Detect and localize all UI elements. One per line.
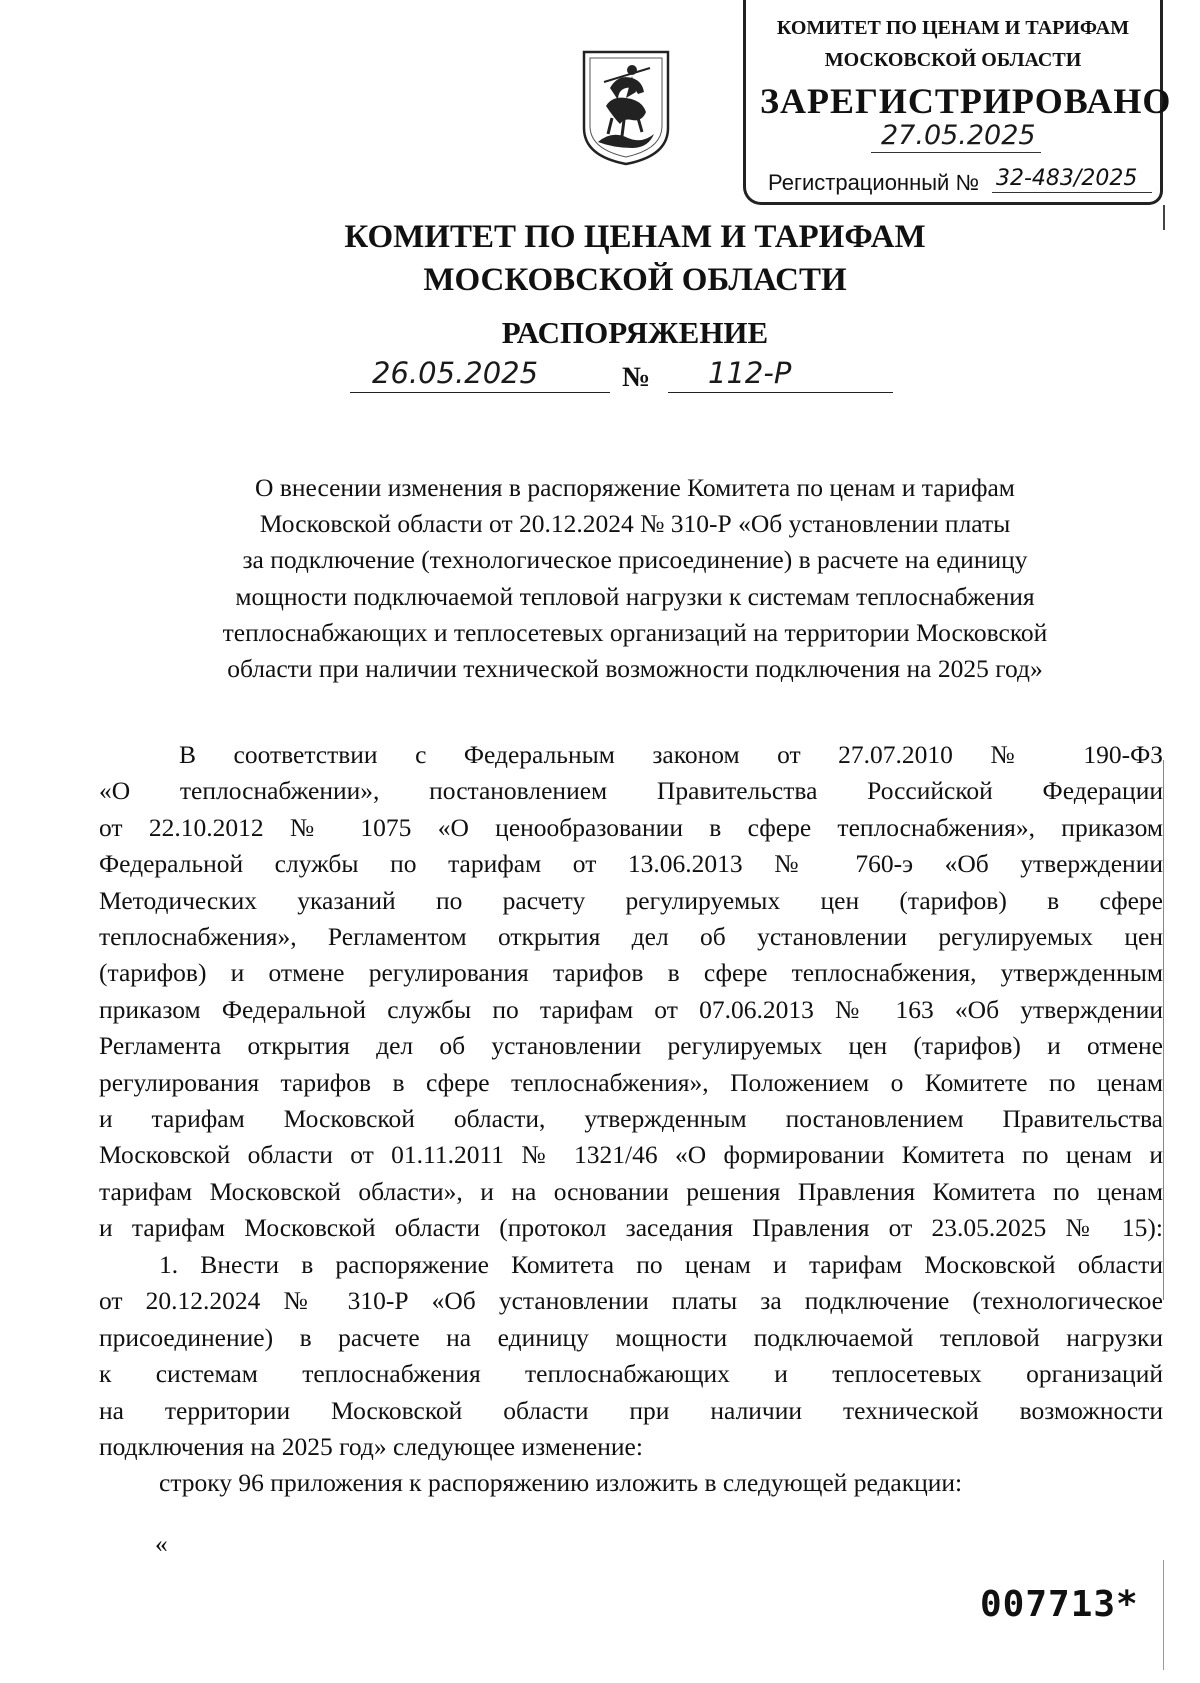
preamble-line: и тарифам Московской области, утвержденным постановлением Правительства [99,1103,1163,1133]
item-1-line: к системам теплоснабжения теплоснабжающих и теплосетевых организаций [99,1359,1163,1389]
stamp-date-underline [871,152,1041,153]
preamble-line: регулирования тарифов в сфере теплоснабжения», Положением о Комитете по ценам [99,1067,1163,1097]
subject-line: области при наличии технической возможности подключения на 2025 год» [227,654,1043,684]
preamble-line: Московской области от 01.11.2011 № 1321/46 «О формировании Комитета по ценам и [99,1140,1163,1170]
preamble-line: «О теплоснабжении», постановлением Правительства Российской Федерации [99,776,1163,806]
registration-stamp [743,0,1172,205]
date-underline [350,392,610,393]
item-1-detail: строку 96 приложения к распоряжению изложить в следующей редакции: [159,1468,963,1498]
scan-edge-mark [1163,1560,1164,1670]
stamp-org-line2: МОСКОВСКОЙ ОБЛАСТИ [824,49,1082,71]
number-sign: № [622,362,651,393]
item-1-line: присоединение) в расчете на единицу мощности подключаемой тепловой нагрузки [99,1322,1163,1352]
subject-line: мощности подключаемой тепловой нагрузки к системам теплоснабжения [235,581,1035,611]
item-1-paragraph [99,1247,1163,1502]
stamp-org-line1: КОМИТЕТ ПО ЦЕНАМ И ТАРИФАМ [776,17,1130,39]
subject-line: за подключение (технологическое присоединение) в расчете на единицу [242,545,1028,575]
preamble-line: Федеральной службы по тарифам от 13.06.2013 № 760-э «Об утверждении [99,849,1163,879]
stamp-status: ЗАРЕГИСТРИРОВАНО [760,81,1172,121]
preamble-line: от 22.10.2012 № 1075 «О ценообразовании в сфере теплоснабжения», приказом [99,812,1163,842]
document-date: 26.05.2025 [372,356,539,390]
document-subject [130,470,1140,687]
preamble-line: и тарифам Московской области (протокол заседания Правления от 23.05.2025 № 15): [99,1213,1163,1243]
item-1-line: от 20.12.2024 № 310-Р «Об установлении платы за подключение (технологическое [99,1286,1163,1316]
scan-edge-mark [1163,760,1164,1300]
stamp-reg-underline [992,192,1152,193]
preamble-line: Регламента открытия дел об установлении регулируемых цен (тарифов) и отмене [99,1031,1163,1061]
serial-number: 007713* [980,1584,1139,1625]
subject-line: теплоснабжающих и теплосетевых организаций на территории Московской [222,617,1048,647]
stamp-reg-number: 32-483/2025 [996,166,1138,191]
quote-open: « [155,1529,168,1558]
number-underline [668,392,893,393]
org-title-line2: МОСКОВСКОЙ ОБЛАСТИ [423,262,847,298]
preamble-line: В соответствии с Федеральным законом от 27.07.2010 № 190-ФЗ [179,740,1163,769]
stamp-reg-label: Регистрационный № [768,170,980,195]
item-1-line: подключения на 2025 год» следующее изменение: [99,1431,643,1461]
preamble-paragraph [99,737,1163,1246]
document-type: РАСПОРЯЖЕНИЕ [501,315,769,350]
item-1-line: 1. Внести в распоряжение Комитета по ценам и тарифам Московской области [159,1250,1163,1279]
document-number: 112-Р [708,356,792,390]
preamble-line: (тарифов) и отмене регулирования тарифов в сфере теплоснабжения, утвержденным [99,958,1163,988]
org-title-line1: КОМИТЕТ ПО ЦЕНАМ И ТАРИФАМ [344,219,926,255]
subject-line: О внесении изменения в распоряжение Комитета по ценам и тарифам [255,473,1015,502]
preamble-line: Методических указаний по расчету регулируемых цен (тарифов) в сфере [99,885,1163,915]
stamp-date: 27.05.2025 [881,120,1036,151]
coat-of-arms-icon [580,48,672,168]
preamble-line: приказом Федеральной службы по тарифам от 07.06.2013 № 163 «Об утверждении [99,994,1163,1024]
subject-line: Московской области от 20.12.2024 № 310-Р «Об установлении платы [259,509,1011,539]
scan-edge-mark [1163,205,1165,230]
preamble-line: тарифам Московской области», и на основании решения Правления Комитета по ценам [99,1176,1163,1206]
preamble-line: теплоснабжения», Регламентом открытия дел об установлении регулируемых цен [99,921,1163,951]
item-1-line: на территории Московской области при наличии технической возможности [99,1395,1163,1425]
